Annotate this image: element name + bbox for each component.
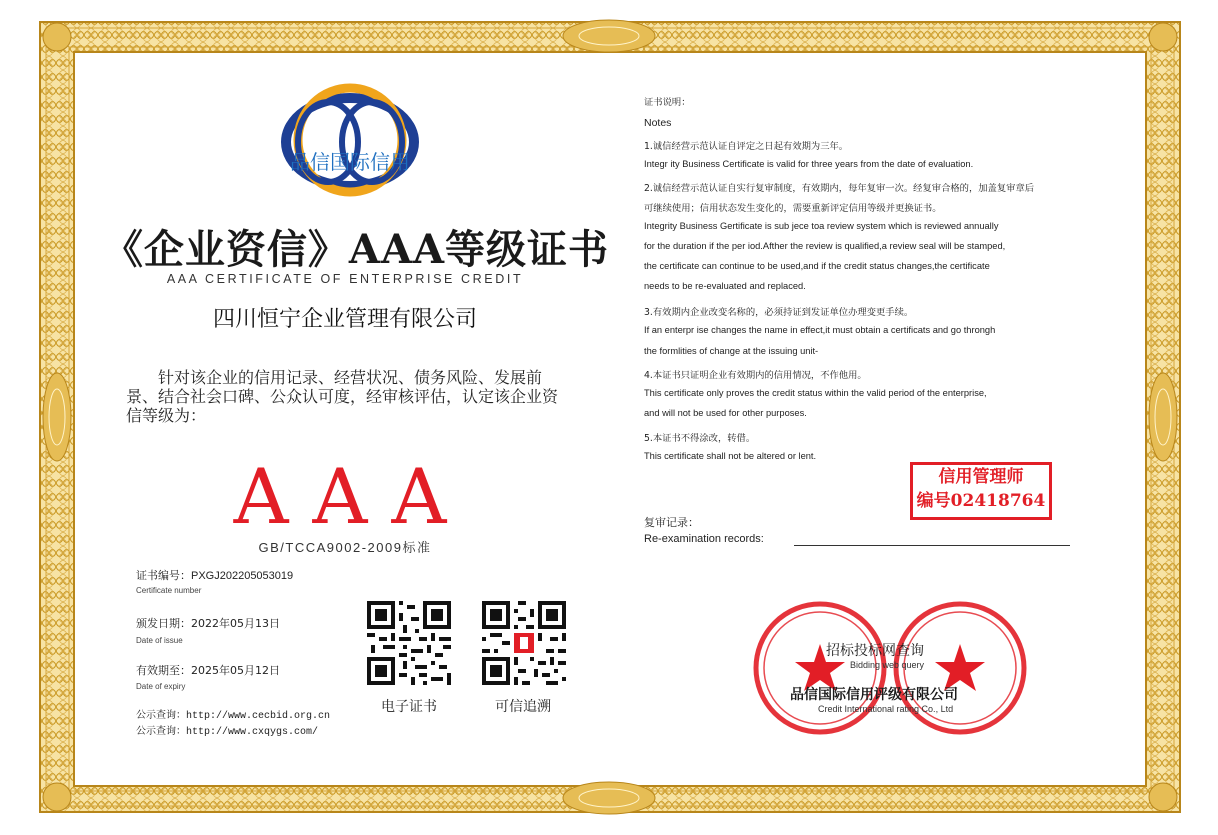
credit-grade: AAA — [233, 452, 471, 541]
cert-number-row — [136, 567, 293, 583]
note-line: If an enterpr ise changes the name in effect,it must obtain a certificats and go throngh — [644, 325, 996, 335]
qr-label-traceability: 可信追溯 — [495, 699, 551, 715]
notes-heading-cn: 证书说明： — [644, 97, 691, 108]
review-signature-line — [794, 545, 1070, 546]
note-line: Integrity Business Gertificate is sub jece toa review system which is reviewed annually — [644, 221, 999, 231]
issuer-query-cn: 招标投标网查询 — [826, 643, 924, 659]
note-line: This certificate only proves the credit status within the valid period of the enterprise, — [644, 388, 987, 398]
note-line: and will not be used for other purposes. — [644, 408, 807, 418]
note-line: This certificate shall not be altered or lent. — [644, 451, 817, 461]
interlocking-rings-logo-icon — [276, 78, 424, 208]
lookup-url-2[interactable]: http://www.cxqygs.com/ — [186, 727, 319, 738]
certificate-title: 《企业资信》AAA等级证书 — [102, 226, 610, 273]
issue-date-label: 颁发日期： — [136, 617, 191, 630]
note-line: 5.本证书不得涂改，转借。 — [644, 433, 756, 444]
note-line: 3.有效期内企业改变名称的，必须持证到发证单位办理变更手续。 — [644, 307, 914, 318]
review-label-en: Re-examination records: — [644, 533, 764, 545]
cert-number-value: PXGJ202205053019 — [191, 570, 294, 582]
note-line: 2.诚信经营示范认证自实行复审制度，有效期内，每年复审一次。经复审合格的，加盖复审章后 — [644, 183, 1035, 194]
expiry-date-row — [136, 662, 280, 678]
issuer-name-en: Credit International rating Co., Ltd — [818, 704, 954, 714]
lookup-label: 公示查询： — [136, 710, 186, 721]
stamp-title: 信用管理师 — [938, 467, 1024, 487]
stamp-number: 编号02418764 — [916, 491, 1046, 511]
issue-date-label-en: Date of issue — [136, 636, 183, 645]
note-line: 可继续使用；信用状态发生变化的，需要重新评定信用等级并更换证书。 — [644, 203, 942, 214]
note-line: 1.诚信经营示范认证自评定之日起有效期为三年。 — [644, 141, 849, 152]
qr-code-icon[interactable] — [482, 601, 566, 685]
certificate-subtitle: AAA CERTIFICATE OF ENTERPRISE CREDIT — [166, 272, 524, 286]
expiry-date-label-en: Date of expiry — [136, 682, 186, 691]
notes-heading-en: Notes — [644, 117, 672, 129]
expiry-date-label: 有效期至： — [136, 664, 191, 677]
note-line: the certificate can continue to be used,and if the credit status changes,the certificate — [644, 261, 990, 271]
issue-date-row — [136, 615, 280, 631]
note-line: needs to be re-evaluated and replaced. — [644, 281, 806, 291]
cert-number-label-en: Certificate number — [136, 586, 202, 595]
lookup-row-1 — [136, 706, 330, 722]
rating-standard: GB/TCCA9002-2009标准 — [258, 540, 432, 555]
cert-number-label: 证书编号： — [136, 569, 191, 582]
lookup-label: 公示查询： — [136, 726, 186, 737]
logo-text: 品信国际信用 — [290, 150, 410, 174]
review-label-cn: 复审记录： — [644, 516, 699, 529]
expiry-date-value: 2025年05月12日 — [191, 664, 280, 677]
company-name: 四川恒宁企业管理有限公司 — [212, 307, 477, 332]
qr-label-e-certificate: 电子证书 — [381, 699, 437, 715]
note-line: Integr ity Business Certificate is valid for three years from the date of evaluation. — [644, 159, 974, 169]
issue-date-value: 2022年05月13日 — [191, 617, 280, 630]
credit-manager-stamp — [910, 462, 1052, 520]
qr-code-icon[interactable] — [367, 601, 451, 685]
evaluation-statement: 针对该企业的信用记录、经营状况、债务风险、发展前景、结合社会口碑、公众认可度，经审核评估，认定该企业资信等级为： — [126, 368, 559, 425]
lookup-row-2 — [136, 722, 318, 738]
issuer-query-en: Bidding web query — [850, 660, 925, 670]
note-line: the formlities of change at the issuing unit- — [644, 346, 819, 356]
lookup-url-1[interactable]: http://www.cecbid.org.cn — [186, 711, 331, 722]
note-line: for the duration if the per iod.Afther the review is qualified,a review seal will be stamped, — [644, 241, 1006, 251]
issuer-name-cn: 品信国际信用评级有限公司 — [790, 687, 958, 703]
note-line: 4.本证书只证明企业有效期内的信用情况，不作他用。 — [644, 370, 867, 381]
